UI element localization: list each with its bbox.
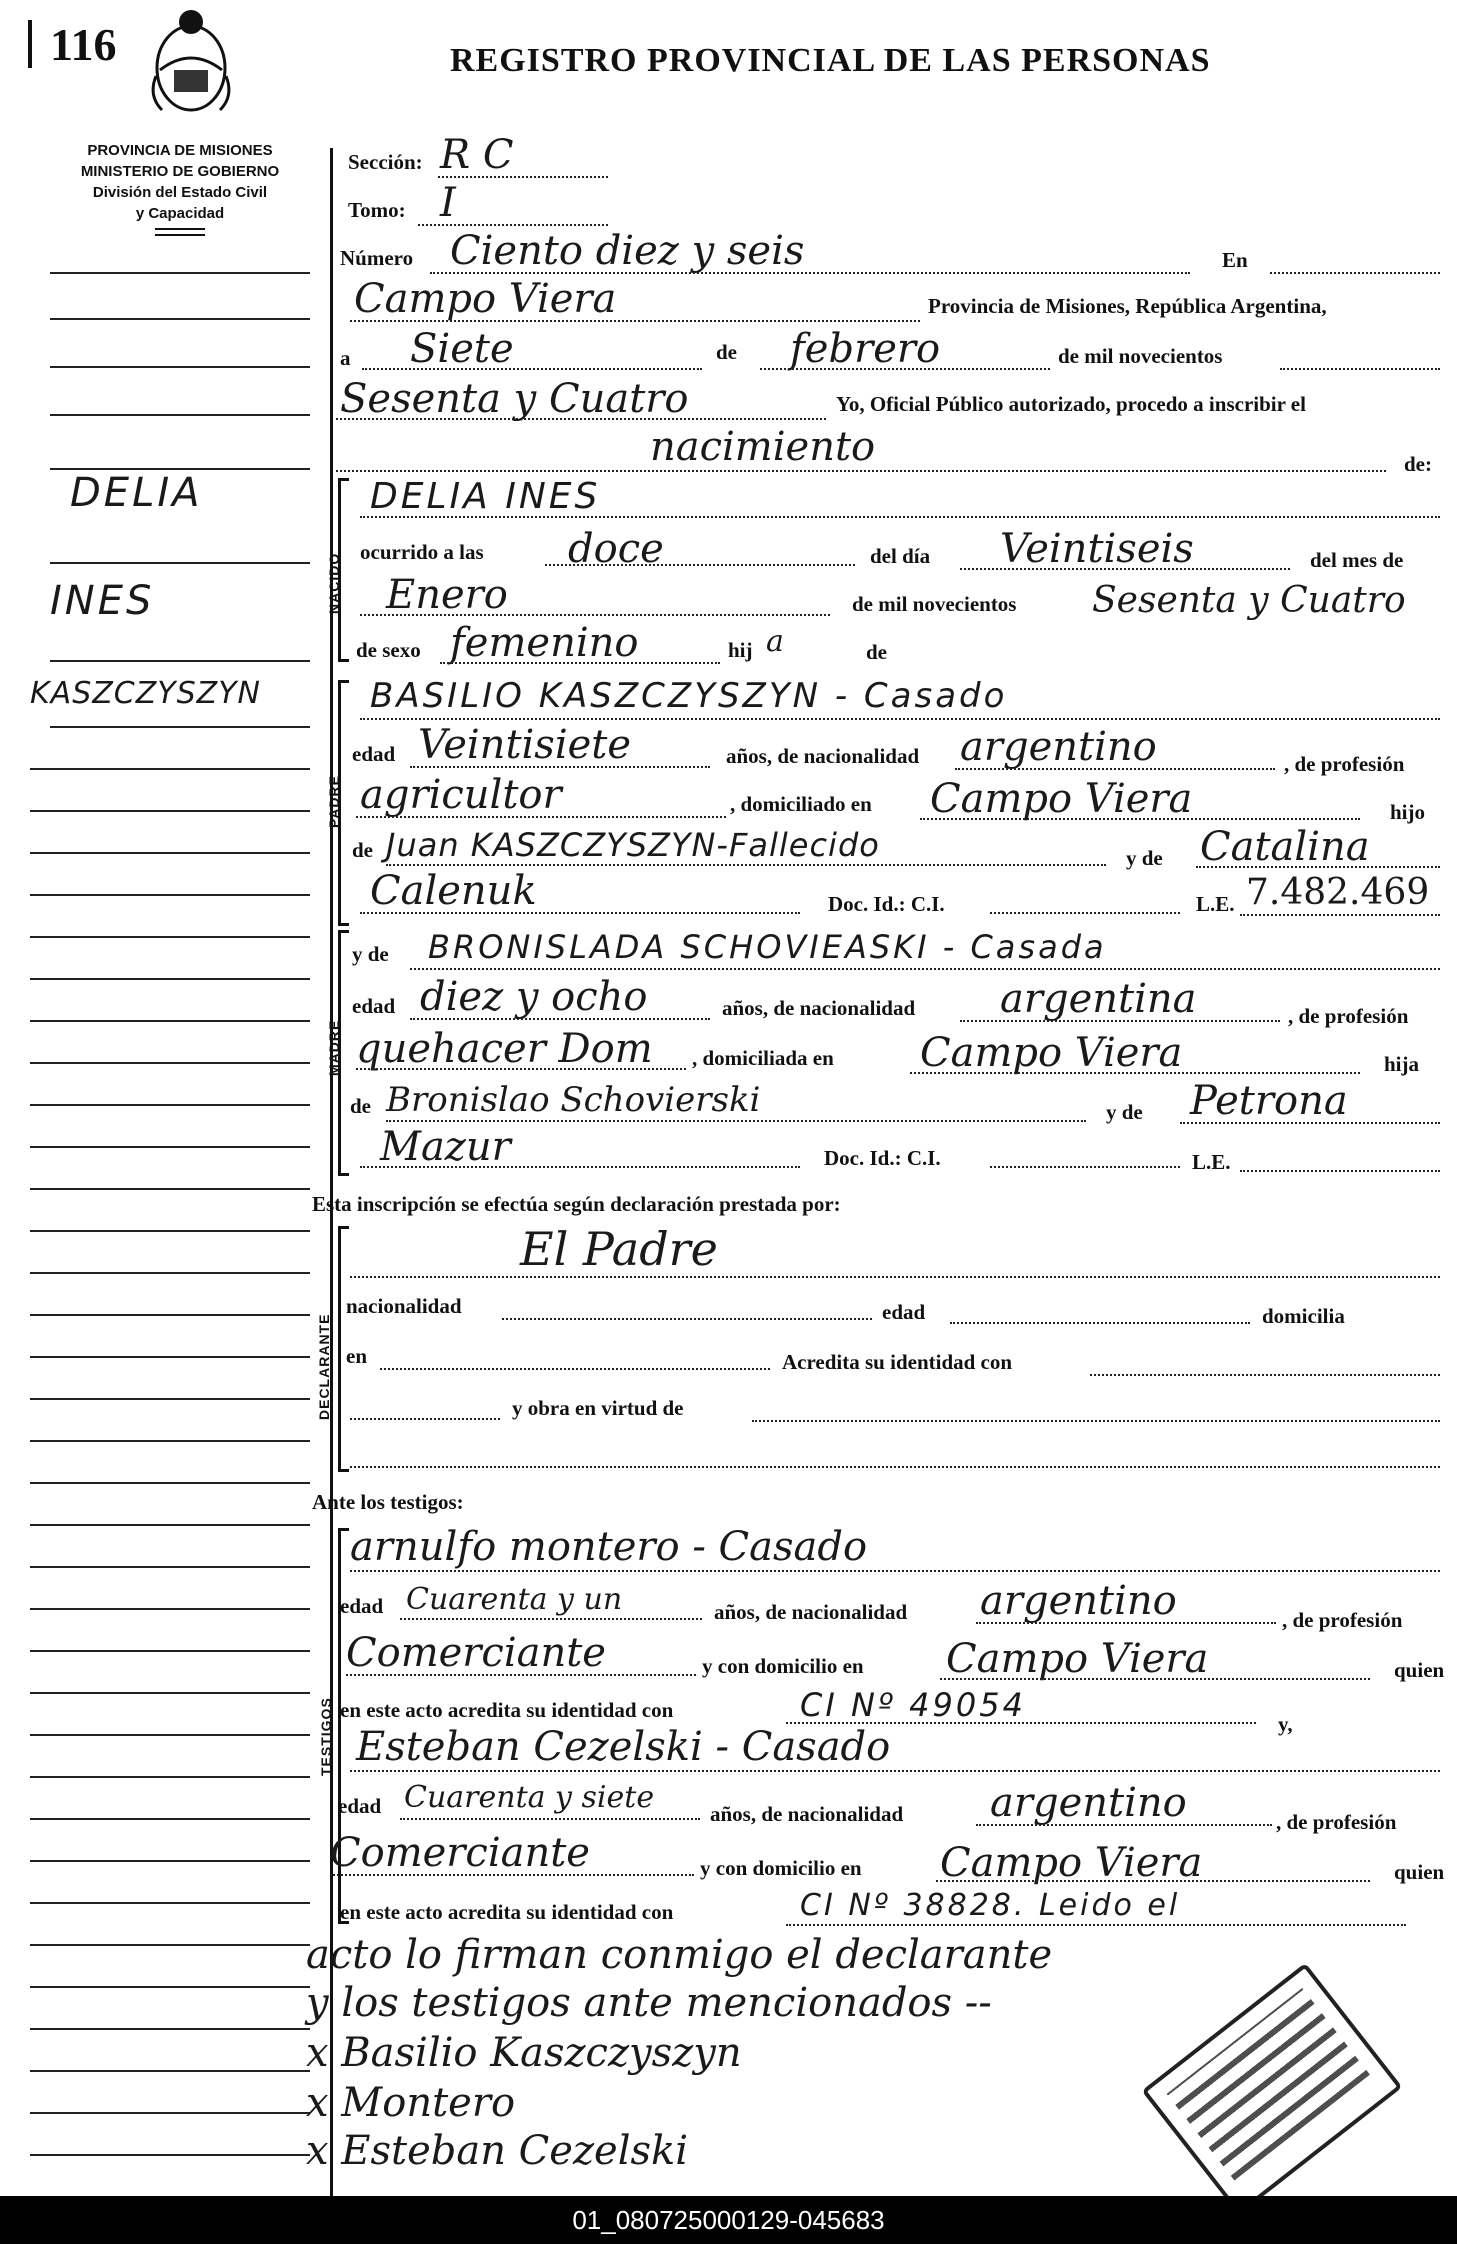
- label-profesion-madre: , de profesión: [1288, 1004, 1409, 1028]
- margin-surname: KASZCZYSZYN: [30, 676, 261, 711]
- label-y-coma: y,: [1278, 1712, 1293, 1736]
- value-testigo2: Esteban Cezelski - Casado: [356, 1724, 891, 1770]
- value-padre-madre-apellido: Calenuk: [370, 868, 537, 914]
- value-testigo2-profesion: Comerciante: [330, 1830, 590, 1876]
- label-hijo: hijo: [1390, 800, 1426, 824]
- value-testigo2-domicilio: Campo Viera: [940, 1840, 1203, 1886]
- label-en: En: [1222, 248, 1248, 272]
- side-label-padre: PADRE: [326, 775, 342, 828]
- label-domiciliada: , domiciliada en: [692, 1046, 834, 1070]
- value-mes-nacimiento: Enero: [386, 572, 508, 618]
- label-sexo: de sexo: [356, 638, 421, 662]
- label-de-colon: de:: [1404, 452, 1432, 476]
- folio-number: 116: [50, 19, 117, 70]
- value-testigo2-edad: Cuarenta y siete: [404, 1780, 655, 1815]
- label-nacionalidad-declarante: nacionalidad: [346, 1294, 462, 1318]
- value-madre-domicilio: Campo Viera: [920, 1030, 1183, 1076]
- value-testigo2-ci: CI Nº 38828. Leido el: [800, 1888, 1181, 1923]
- value-madre-nombre: BRONISLADA SCHOVIEASKI - Casada: [428, 928, 1107, 966]
- value-padre-padre: Juan KASZCZYSZYN-Fallecido: [386, 826, 880, 864]
- side-label-testigos: TESTIGOS: [318, 1697, 334, 1776]
- side-label-madre: MADRE: [326, 1019, 342, 1076]
- value-padre-madre: Catalina: [1200, 824, 1370, 870]
- label-edad-madre: edad: [352, 994, 396, 1018]
- label-anios-padre: años, de nacionalidad: [726, 744, 920, 768]
- value-madre-madre-apellido: Mazur: [380, 1124, 511, 1170]
- label-doc-padre: Doc. Id.: C.I.: [828, 892, 945, 916]
- value-madre-profesion: quehacer Dom: [356, 1026, 653, 1072]
- value-nombre: DELIA INES: [370, 476, 601, 517]
- label-quien-testigo1: quien: [1394, 1658, 1445, 1682]
- margin-first-name: DELIA: [70, 470, 203, 516]
- value-sexo: femenino: [450, 620, 639, 666]
- value-testigo1-profesion: Comerciante: [346, 1630, 606, 1676]
- label-edad-declarante: edad: [882, 1300, 926, 1324]
- label-tomo: Tomo:: [348, 198, 406, 222]
- label-le-madre: L.E.: [1192, 1150, 1231, 1174]
- label-edad-testigo2: edad: [338, 1794, 382, 1818]
- label-obra: y obra en virtud de: [512, 1396, 684, 1420]
- value-padre-edad: Veintisiete: [418, 722, 632, 768]
- label-doc-madre: Doc. Id.: C.I.: [824, 1146, 941, 1170]
- main-vertical-rule: [330, 148, 333, 2198]
- label-provincia: Provincia de Misiones, República Argentina,: [928, 294, 1327, 318]
- label-del-dia: del día: [870, 544, 931, 568]
- value-madre-madre: Petrona: [1190, 1078, 1348, 1124]
- value-testigo2-nacionalidad: argentino: [990, 1780, 1187, 1826]
- label-en-declarante: en: [346, 1344, 367, 1368]
- coat-of-arms-emblem: [148, 6, 234, 118]
- label-anios-testigo2: años, de nacionalidad: [710, 1802, 904, 1826]
- value-dia: Siete: [410, 326, 514, 372]
- label-seccion: Sección:: [348, 150, 423, 174]
- value-padre-le: 7.482.469: [1246, 872, 1430, 913]
- signature-father: x Basilio Kaszczyszyn: [306, 2030, 742, 2076]
- agency-line-capacity: y Capacidad: [135, 205, 225, 222]
- label-hij: hij: [728, 638, 753, 662]
- value-testigo1: arnulfo montero - Casado: [350, 1524, 868, 1570]
- value-acto: nacimiento: [650, 424, 876, 470]
- agency-line-province: PROVINCIA DE MISIONES: [87, 142, 273, 159]
- value-lugar: Campo Viera: [354, 276, 617, 322]
- signature-witness-2: x Esteban Cezelski: [306, 2128, 689, 2174]
- agency-block: [40, 140, 320, 236]
- agency-line-ministry: MINISTERIO DE GOBIERNO: [80, 163, 280, 180]
- label-edad-testigo1: edad: [340, 1594, 384, 1618]
- value-tomo: I: [440, 180, 456, 226]
- closing-line-2: y los testigos ante mencionados --: [306, 1980, 992, 2026]
- label-quien-testigo2: quien: [1394, 1860, 1445, 1884]
- value-mes: febrero: [790, 326, 941, 372]
- label-domicilio-testigo1: y con domicilio en: [702, 1654, 864, 1678]
- value-testigo1-nacionalidad: argentino: [980, 1578, 1177, 1624]
- value-madre-padre: Bronislao Schovierski: [386, 1080, 761, 1120]
- label-hija: hija: [1384, 1052, 1420, 1076]
- left-bracket: [28, 20, 32, 68]
- label-anios-testigo1: años, de nacionalidad: [714, 1600, 908, 1624]
- label-acto-testigo2: en este acto acredita su identidad con: [340, 1900, 674, 1924]
- side-label-declarante: DECLARANTE: [316, 1313, 332, 1420]
- label-domicilio-testigo2: y con domicilio en: [700, 1856, 862, 1880]
- label-ocurrido: ocurrido a las: [360, 540, 484, 564]
- value-madre-edad: diez y ocho: [420, 974, 648, 1020]
- label-de-mil-novecientos: de mil novecientos: [852, 592, 1017, 616]
- value-madre-nacionalidad: argentina: [1000, 976, 1197, 1022]
- label-edad-padre: edad: [352, 742, 396, 766]
- closing-line-1: acto lo firman conmigo el declarante: [306, 1932, 1053, 1978]
- label-de-abuelos-padre: de: [352, 838, 373, 862]
- label-acredita: Acredita su identidad con: [782, 1350, 1013, 1374]
- label-de-abuelos-madre: de: [350, 1094, 371, 1118]
- value-declarante: El Padre: [520, 1222, 718, 1276]
- label-testigos: Ante los testigos:: [312, 1490, 464, 1514]
- official-stamp: [1141, 1963, 1402, 2216]
- value-seccion: R C: [440, 132, 514, 178]
- label-a: a: [340, 346, 351, 370]
- label-acto-testigo1: en este acto acredita su identidad con: [340, 1698, 674, 1722]
- value-padre-profesion: agricultor: [360, 772, 562, 818]
- value-anio-nacimiento: Sesenta y Cuatro: [1092, 580, 1406, 621]
- label-de-padre: de: [866, 640, 887, 664]
- label-domiciliado: , domiciliado en: [730, 792, 872, 816]
- label-anios-madre: años, de nacionalidad: [722, 996, 916, 1020]
- value-testigo1-ci: CI Nº 49054: [800, 1686, 1026, 1724]
- value-padre-nombre: BASILIO KASZCZYSZYN - Casado: [370, 676, 1008, 716]
- label-del-mes: del mes de: [1310, 548, 1404, 572]
- value-padre-domicilio: Campo Viera: [930, 776, 1193, 822]
- label-profesion-testigo1: , de profesión: [1282, 1608, 1403, 1632]
- label-numero: Número: [340, 246, 414, 270]
- label-inscripcion: Esta inscripción se efectúa según declaración prestada por:: [312, 1192, 841, 1216]
- label-de-mes: de: [716, 340, 737, 364]
- label-profesion-padre: , de profesión: [1284, 752, 1405, 776]
- label-domicilia: domicilia: [1262, 1304, 1345, 1328]
- side-label-nacido: NACIDO: [326, 552, 342, 614]
- label-y-de-padre: y de: [1126, 846, 1163, 870]
- value-dia-nacimiento: Veintiseis: [1000, 526, 1194, 572]
- value-hora: doce: [568, 526, 664, 572]
- label-yo-oficial: Yo, Oficial Público autorizado, procedo a inscribir el: [836, 392, 1306, 416]
- label-le-padre: L.E.: [1196, 892, 1235, 916]
- label-profesion-testigo2: , de profesión: [1276, 1810, 1397, 1834]
- value-testigo1-domicilio: Campo Viera: [946, 1636, 1209, 1682]
- value-testigo1-edad: Cuarenta y un: [406, 1582, 623, 1617]
- label-y-de-madre2: y de: [1106, 1100, 1143, 1124]
- signature-witness-1: x Montero: [306, 2080, 516, 2126]
- value-padre-nacionalidad: argentino: [960, 724, 1157, 770]
- document-title: REGISTRO PROVINCIAL DE LAS PERSONAS: [450, 42, 1211, 79]
- margin-second-name: INES: [50, 578, 155, 624]
- label-y-de-madre: y de: [352, 942, 389, 966]
- value-anio: Sesenta y Cuatro: [340, 376, 689, 422]
- scan-file-id: 01_080725000129-045683: [0, 2196, 1457, 2244]
- value-numero: Ciento diez y seis: [450, 228, 805, 274]
- label-mil-novecientos: de mil novecientos: [1058, 344, 1223, 368]
- agency-line-division: División del Estado Civil: [92, 184, 268, 201]
- value-hij-suffix: a: [766, 624, 784, 659]
